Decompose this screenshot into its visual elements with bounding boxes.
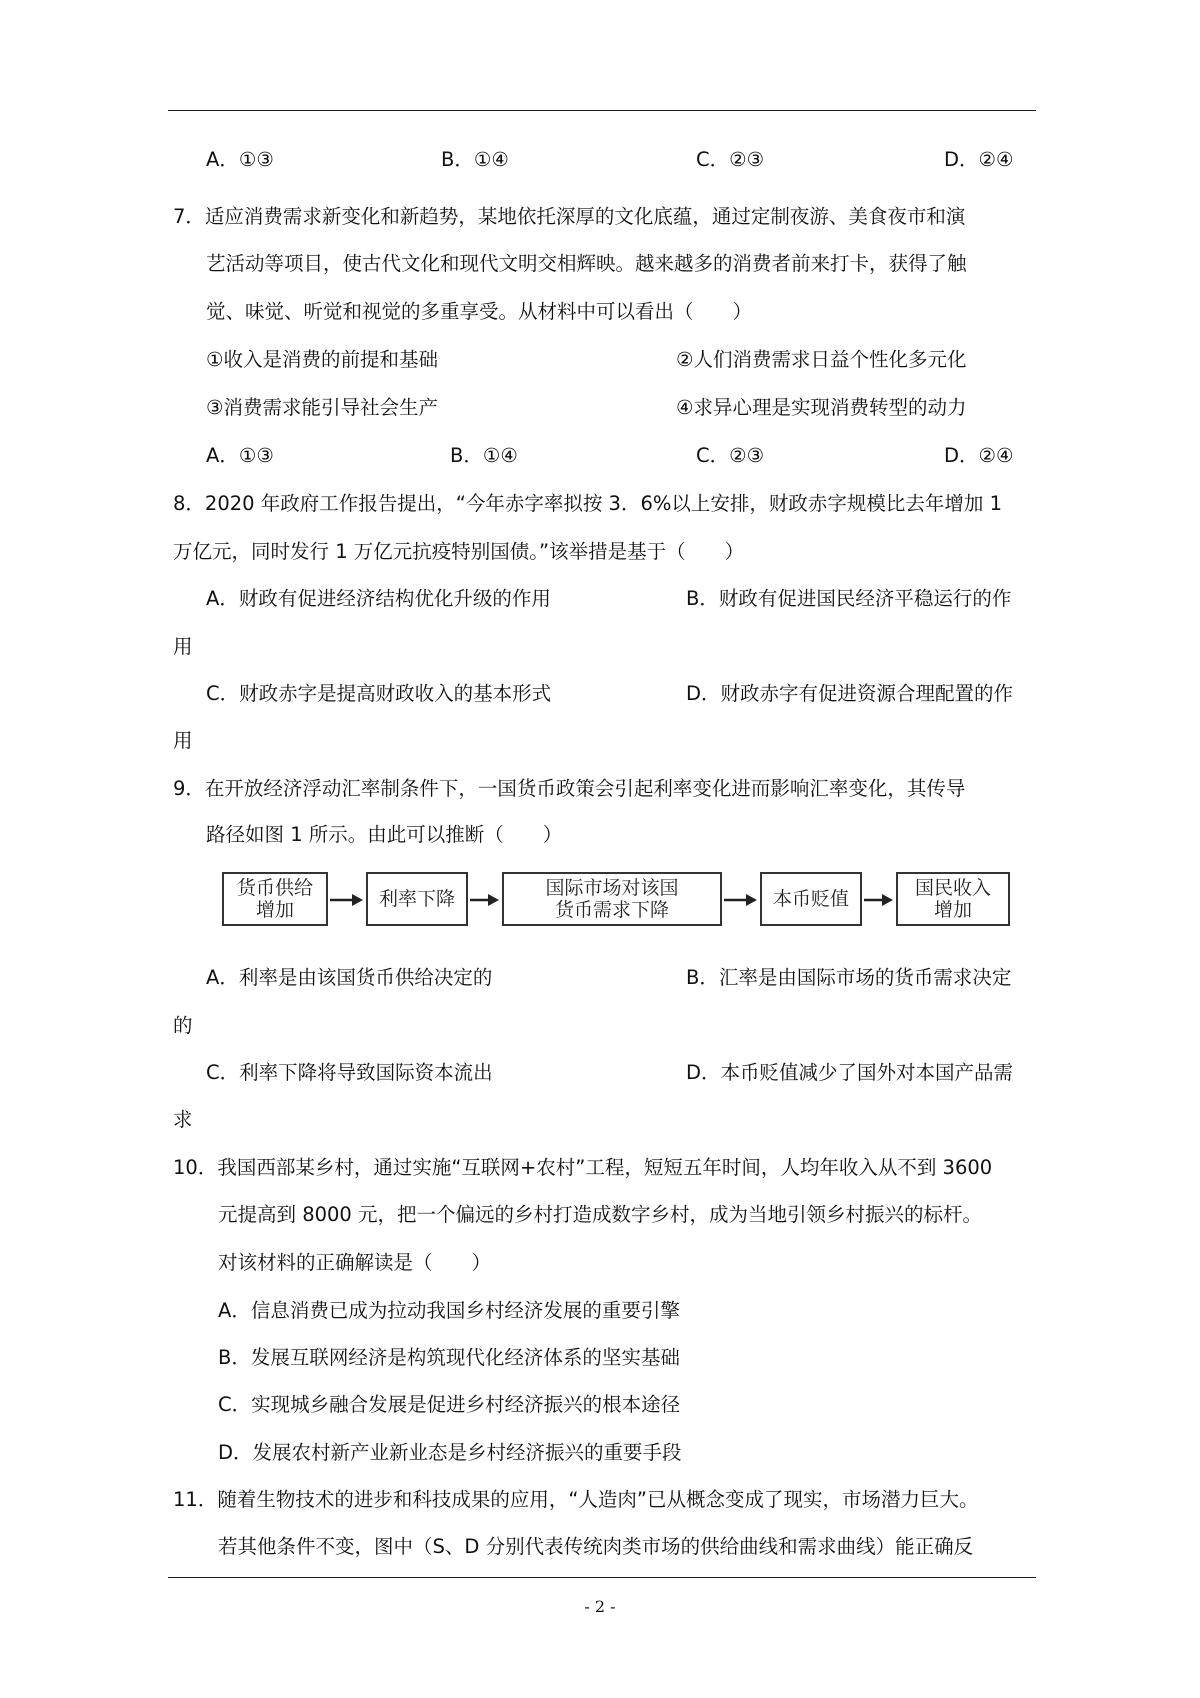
transmission-flow-diagram — [222, 872, 1022, 928]
q7-statement-4: ④求异心理是实现消费转型的动力 — [676, 396, 967, 419]
q9-option-a: A．利率是由该国货币供给决定的 — [206, 966, 493, 989]
flow-box-line: 国际市场对该国 — [545, 877, 679, 899]
q11-stem-line-1: 11．随着生物技术的进步和科技成果的应用，“人造肉”已从概念变成了现实，市场潜力巨大。 — [173, 1488, 979, 1511]
q11-stem-line-2: 若其他条件不变，图中（S、D 分别代表传统肉类市场的供给曲线和需求曲线）能正确反 — [218, 1535, 974, 1558]
flow-box-line: 利率下降 — [378, 888, 455, 910]
q7-stem-line-2: 艺活动等项目，使古代文化和现代文明交相辉映。越来越多的消费者前来打卡，获得了触 — [206, 252, 967, 275]
q7-stem-line-1: 7．适应消费需求新变化和新趋势，某地依托深厚的文化底蕴，通过定制夜游、美食夜市和演 — [173, 205, 966, 228]
q8-option-d: D．财政赤字有促进资源合理配置的作 — [686, 682, 1014, 705]
q7-statement-1: ①收入是消费的前提和基础 — [206, 348, 438, 371]
q10-option-a: A．信息消费已成为拉动我国乡村经济发展的重要引擎 — [218, 1299, 680, 1322]
q10-stem-line-3: 对该材料的正确解读是（ ） — [218, 1251, 492, 1274]
q7-option-c: C．②③ — [696, 444, 765, 467]
q6-options — [0, 148, 1200, 172]
q10-option-d: D．发展农村新产业新业态是乡村经济振兴的重要手段 — [218, 1441, 682, 1464]
q6-option-c: C．②③ — [696, 148, 765, 171]
q9-stem-line-1: 9．在开放经济浮动汇率制条件下，一国货币政策会引起利率变化进而影响汇率变化，其传导 — [173, 777, 966, 800]
flow-box-interest-rate — [366, 872, 468, 926]
q8-option-a: A．财政有促进经济结构优化升级的作用 — [206, 587, 551, 610]
flow-arrow-icon — [330, 891, 364, 909]
flow-box-line: 货币需求下降 — [554, 899, 669, 921]
q7-stem-line-3: 觉、味觉、听觉和视觉的多重享受。从材料中可以看出（ ） — [206, 300, 753, 323]
q9-option-b-continued: 的 — [173, 1014, 193, 1037]
flow-arrow-icon — [724, 891, 758, 909]
q8-stem-line-2: 万亿元，同时发行 1 万亿元抗疫特别国债。”该举措是基于（ ） — [173, 540, 745, 563]
q7-options — [0, 444, 1200, 468]
q7-option-a: A．①③ — [206, 444, 274, 467]
q7-option-b: B．①④ — [450, 444, 518, 467]
footer-rule — [168, 1577, 1036, 1578]
flow-box-national-income — [896, 872, 1010, 926]
flow-box-line: 增加 — [255, 899, 294, 921]
flow-box-line: 增加 — [933, 899, 972, 921]
q8-option-b-continued: 用 — [173, 635, 193, 658]
flow-arrow-icon — [864, 891, 894, 909]
q9-option-c: C．利率下降将导致国际资本流出 — [206, 1061, 493, 1084]
q10-stem-line-1: 10．我国西部某乡村，通过实施“互联网+农村”工程，短短五年时间，人均年收入从不到 3600 — [173, 1156, 993, 1179]
q8-option-d-continued: 用 — [173, 729, 193, 752]
flow-box-line: 本币贬值 — [772, 888, 849, 910]
q9-option-d-continued: 求 — [173, 1108, 193, 1131]
q7-statement-2: ②人们消费需求日益个性化多元化 — [676, 348, 967, 371]
header-rule — [168, 110, 1036, 111]
q9-option-d: D．本币贬值减少了国外对本国产品需 — [686, 1061, 1014, 1084]
q6-option-d: D．②④ — [944, 148, 1014, 171]
flow-box-currency-demand — [502, 872, 722, 926]
q8-stem-line-1: 8．2020 年政府工作报告提出，“今年赤字率拟按 3．6%以上安排，财政赤字规模比去年增加 1 — [173, 492, 1002, 515]
q8-option-b: B．财政有促进国民经济平稳运行的作 — [686, 587, 1012, 610]
flow-box-line: 货币供给 — [236, 877, 313, 899]
flow-arrow-icon — [470, 891, 500, 909]
q9-option-b: B．汇率是由国际市场的货币需求决定 — [686, 966, 1012, 989]
q9-stem-line-2: 路径如图 1 所示。由此可以推断（ ） — [206, 823, 563, 846]
q8-option-c: C．财政赤字是提高财政收入的基本形式 — [206, 682, 552, 705]
flow-box-money-supply — [222, 872, 328, 926]
page-number: - 2 - — [584, 1597, 616, 1616]
q6-option-b: B．①④ — [441, 148, 509, 171]
q7-option-d: D．②④ — [944, 444, 1014, 467]
q7-statement-3: ③消费需求能引导社会生产 — [206, 396, 438, 419]
q6-option-a: A．①③ — [206, 148, 274, 171]
flow-box-depreciation — [760, 872, 862, 926]
q10-option-c: C．实现城乡融合发展是促进乡村经济振兴的根本途径 — [218, 1393, 681, 1416]
q10-stem-line-2: 元提高到 8000 元，把一个偏远的乡村打造成数字乡村，成为当地引领乡村振兴的标杆。 — [218, 1203, 983, 1226]
q10-option-b: B．发展互联网经济是构筑现代化经济体系的坚实基础 — [218, 1346, 680, 1369]
flow-box-line: 国民收入 — [914, 877, 991, 899]
